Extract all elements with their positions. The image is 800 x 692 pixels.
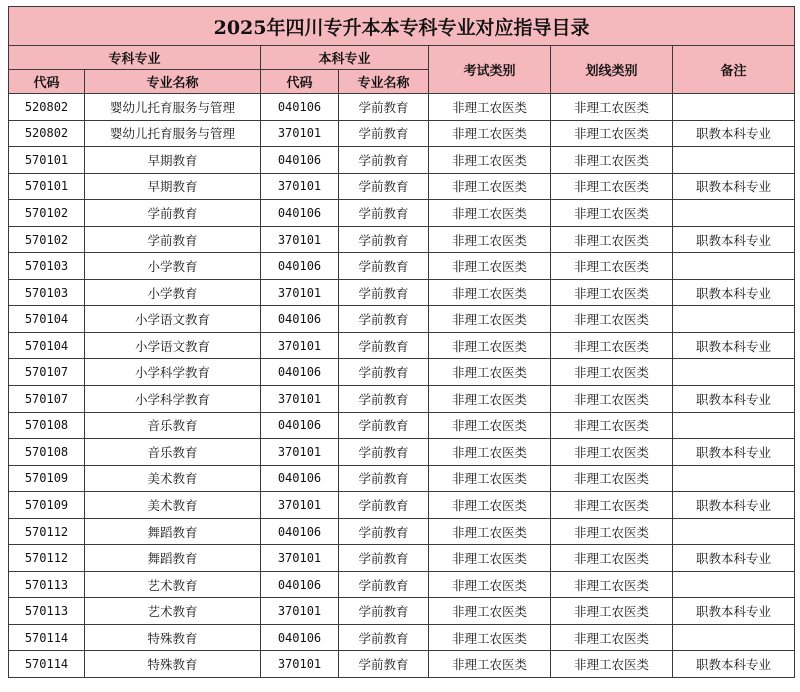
- line-type-cell: 非理工农医类: [551, 651, 673, 678]
- remark-cell: 职教本科专业: [673, 120, 795, 147]
- table-row: [9, 651, 795, 678]
- table-row: [9, 332, 795, 359]
- remark-cell: [673, 200, 795, 227]
- bk-code-cell: 370101: [261, 173, 339, 200]
- line-type-cell: 非理工农医类: [551, 226, 673, 253]
- zk-group-header: 专科专业: [9, 46, 261, 70]
- table-row: [9, 120, 795, 147]
- remark-cell: [673, 518, 795, 545]
- bk-name-cell: 学前教育: [339, 412, 429, 439]
- bk-name-cell: 学前教育: [339, 279, 429, 306]
- bk-code-cell: 370101: [261, 386, 339, 413]
- bk-name-cell: 学前教育: [339, 200, 429, 227]
- zk-name-cell: 早期教育: [85, 173, 261, 200]
- zk-name-cell: 小学教育: [85, 253, 261, 280]
- table-row: [9, 386, 795, 413]
- remark-cell: 职教本科专业: [673, 545, 795, 572]
- exam-type-cell: 非理工农医类: [429, 492, 551, 519]
- exam-type-cell: 非理工农医类: [429, 279, 551, 306]
- bk-code-cell: 040106: [261, 465, 339, 492]
- bk-name-cell: 学前教育: [339, 492, 429, 519]
- line-type-cell: 非理工农医类: [551, 598, 673, 625]
- bk-code-cell: 040106: [261, 253, 339, 280]
- bk-code-cell: 040106: [261, 147, 339, 174]
- line-type-cell: 非理工农医类: [551, 571, 673, 598]
- table-row: [9, 492, 795, 519]
- zk-code-cell: 520802: [9, 94, 85, 121]
- zk-code-cell: 570109: [9, 465, 85, 492]
- catalog-document: [8, 6, 794, 678]
- exam-type-cell: 非理工农医类: [429, 439, 551, 466]
- bk-code-cell: 370101: [261, 120, 339, 147]
- zk-code-cell: 570114: [9, 651, 85, 678]
- bk-name-cell: 学前教育: [339, 94, 429, 121]
- remark-cell: [673, 306, 795, 333]
- zk-name-cell: 音乐教育: [85, 439, 261, 466]
- zk-code-cell: 570108: [9, 412, 85, 439]
- table-row: [9, 624, 795, 651]
- bk-group-header: 本科专业: [261, 46, 429, 70]
- bk-code-cell: 370101: [261, 279, 339, 306]
- zk-name-cell: 艺术教育: [85, 598, 261, 625]
- bk-name-cell: 学前教育: [339, 306, 429, 333]
- remark-cell: 职教本科专业: [673, 332, 795, 359]
- bk-name-cell: 学前教育: [339, 386, 429, 413]
- table-row: [9, 465, 795, 492]
- remark-cell: [673, 147, 795, 174]
- zk-code-cell: 570102: [9, 200, 85, 227]
- line-type-cell: 非理工农医类: [551, 332, 673, 359]
- table-row: [9, 598, 795, 625]
- zk-name-cell: 学前教育: [85, 226, 261, 253]
- bk-code-cell: 370101: [261, 598, 339, 625]
- zk-code-cell: 570108: [9, 439, 85, 466]
- exam-type-cell: 非理工农医类: [429, 624, 551, 651]
- zk-name-cell: 小学语文教育: [85, 332, 261, 359]
- remark-cell: [673, 624, 795, 651]
- remark-cell: 职教本科专业: [673, 173, 795, 200]
- remark-cell: [673, 253, 795, 280]
- table-header: [9, 7, 795, 94]
- line-type-cell: 非理工农医类: [551, 465, 673, 492]
- zk-name-cell: 特殊教育: [85, 651, 261, 678]
- table-row: [9, 94, 795, 121]
- bk-name-cell: 学前教育: [339, 173, 429, 200]
- zk-name-cell: 舞蹈教育: [85, 545, 261, 572]
- line-type-cell: 非理工农医类: [551, 359, 673, 386]
- remark-cell: 职教本科专业: [673, 651, 795, 678]
- table-row: [9, 545, 795, 572]
- zk-code-cell: 570107: [9, 386, 85, 413]
- zk-code-cell: 570104: [9, 306, 85, 333]
- bk-code-cell: 040106: [261, 94, 339, 121]
- zk-code-cell: 570113: [9, 598, 85, 625]
- zk-name-cell: 艺术教育: [85, 571, 261, 598]
- table-row: [9, 439, 795, 466]
- line-type-cell: 非理工农医类: [551, 120, 673, 147]
- exam-type-cell: 非理工农医类: [429, 518, 551, 545]
- remark-cell: 职教本科专业: [673, 279, 795, 306]
- zk-name-cell: 小学语文教育: [85, 306, 261, 333]
- bk-code-cell: 040106: [261, 571, 339, 598]
- exam-type-cell: 非理工农医类: [429, 332, 551, 359]
- bk-name-cell: 学前教育: [339, 253, 429, 280]
- bk-code-cell: 040106: [261, 306, 339, 333]
- exam-type-cell: 非理工农医类: [429, 94, 551, 121]
- exam-type-cell: 非理工农医类: [429, 173, 551, 200]
- zk-code-cell: 570113: [9, 571, 85, 598]
- zk-name-cell: 音乐教育: [85, 412, 261, 439]
- zk-name-cell: 学前教育: [85, 200, 261, 227]
- bk-name-cell: 学前教育: [339, 120, 429, 147]
- line-type-cell: 非理工农医类: [551, 439, 673, 466]
- line-type-cell: 非理工农医类: [551, 147, 673, 174]
- zk-name-cell: 婴幼儿托育服务与管理: [85, 94, 261, 121]
- zk-name-cell: 特殊教育: [85, 624, 261, 651]
- bk-name-cell: 学前教育: [339, 359, 429, 386]
- exam-type-cell: 非理工农医类: [429, 412, 551, 439]
- remark-cell: 职教本科专业: [673, 598, 795, 625]
- zk-name-cell: 小学教育: [85, 279, 261, 306]
- table-row: [9, 279, 795, 306]
- zk-name-cell: 舞蹈教育: [85, 518, 261, 545]
- zk-code-cell: 570112: [9, 545, 85, 572]
- zk-name-cell: 早期教育: [85, 147, 261, 174]
- bk-code-cell: 370101: [261, 226, 339, 253]
- line-type-cell: 非理工农医类: [551, 173, 673, 200]
- exam-type-cell: 非理工农医类: [429, 545, 551, 572]
- bk-code-cell: 370101: [261, 492, 339, 519]
- line-type-header: 划线类别: [551, 46, 673, 94]
- line-type-cell: 非理工农医类: [551, 200, 673, 227]
- zk-name-cell: 美术教育: [85, 492, 261, 519]
- bk-name-cell: 学前教育: [339, 518, 429, 545]
- zk-code-cell: 570103: [9, 279, 85, 306]
- remark-cell: 职教本科专业: [673, 226, 795, 253]
- zk-code-header: 代码: [9, 70, 85, 94]
- zk-name-cell: 婴幼儿托育服务与管理: [85, 120, 261, 147]
- bk-code-cell: 370101: [261, 439, 339, 466]
- line-type-cell: 非理工农医类: [551, 545, 673, 572]
- bk-name-cell: 学前教育: [339, 624, 429, 651]
- exam-type-cell: 非理工农医类: [429, 359, 551, 386]
- remark-cell: [673, 359, 795, 386]
- zk-code-cell: 570104: [9, 332, 85, 359]
- bk-code-cell: 040106: [261, 624, 339, 651]
- bk-code-cell: 040106: [261, 518, 339, 545]
- bk-name-cell: 学前教育: [339, 545, 429, 572]
- bk-code-cell: 370101: [261, 651, 339, 678]
- remark-cell: [673, 94, 795, 121]
- table-row: [9, 147, 795, 174]
- exam-type-cell: 非理工农医类: [429, 200, 551, 227]
- line-type-cell: 非理工农医类: [551, 624, 673, 651]
- zk-name-cell: 小学科学教育: [85, 359, 261, 386]
- remark-cell: 职教本科专业: [673, 386, 795, 413]
- remark-cell: [673, 571, 795, 598]
- table-body: [9, 94, 795, 678]
- bk-name-header: 专业名称: [339, 70, 429, 94]
- exam-type-cell: 非理工农医类: [429, 147, 551, 174]
- exam-type-cell: 非理工农医类: [429, 571, 551, 598]
- exam-type-header: 考试类别: [429, 46, 551, 94]
- line-type-cell: 非理工农医类: [551, 386, 673, 413]
- line-type-cell: 非理工农医类: [551, 492, 673, 519]
- bk-code-header: 代码: [261, 70, 339, 94]
- table-row: [9, 359, 795, 386]
- exam-type-cell: 非理工农医类: [429, 465, 551, 492]
- zk-name-cell: 美术教育: [85, 465, 261, 492]
- table-row: [9, 226, 795, 253]
- line-type-cell: 非理工农医类: [551, 412, 673, 439]
- line-type-cell: 非理工农医类: [551, 279, 673, 306]
- line-type-cell: 非理工农医类: [551, 253, 673, 280]
- bk-code-cell: 370101: [261, 332, 339, 359]
- bk-name-cell: 学前教育: [339, 571, 429, 598]
- remark-cell: 职教本科专业: [673, 439, 795, 466]
- table-row: [9, 306, 795, 333]
- bk-name-cell: 学前教育: [339, 439, 429, 466]
- zk-code-cell: 570114: [9, 624, 85, 651]
- bk-name-cell: 学前教育: [339, 465, 429, 492]
- bk-name-cell: 学前教育: [339, 332, 429, 359]
- bk-code-cell: 040106: [261, 200, 339, 227]
- zk-name-header: 专业名称: [85, 70, 261, 94]
- table-row: [9, 200, 795, 227]
- exam-type-cell: 非理工农医类: [429, 306, 551, 333]
- bk-name-cell: 学前教育: [339, 598, 429, 625]
- exam-type-cell: 非理工农医类: [429, 598, 551, 625]
- bk-code-cell: 040106: [261, 359, 339, 386]
- bk-name-cell: 学前教育: [339, 147, 429, 174]
- exam-type-cell: 非理工农医类: [429, 253, 551, 280]
- exam-type-cell: 非理工农医类: [429, 226, 551, 253]
- line-type-cell: 非理工农医类: [551, 94, 673, 121]
- exam-type-cell: 非理工农医类: [429, 651, 551, 678]
- zk-code-cell: 570109: [9, 492, 85, 519]
- line-type-cell: 非理工农医类: [551, 306, 673, 333]
- zk-code-cell: 570107: [9, 359, 85, 386]
- bk-code-cell: 370101: [261, 545, 339, 572]
- table-row: [9, 173, 795, 200]
- line-type-cell: 非理工农医类: [551, 518, 673, 545]
- bk-code-cell: 040106: [261, 412, 339, 439]
- bk-name-cell: 学前教育: [339, 226, 429, 253]
- bk-name-cell: 学前教育: [339, 651, 429, 678]
- table-row: [9, 253, 795, 280]
- zk-code-cell: 570101: [9, 173, 85, 200]
- remark-cell: [673, 412, 795, 439]
- zk-name-cell: 小学科学教育: [85, 386, 261, 413]
- table-row: [9, 571, 795, 598]
- page-title: 2025年四川专升本本专科专业对应指导目录: [9, 7, 795, 46]
- zk-code-cell: 570101: [9, 147, 85, 174]
- remark-header: 备注: [673, 46, 795, 94]
- exam-type-cell: 非理工农医类: [429, 120, 551, 147]
- remark-cell: 职教本科专业: [673, 492, 795, 519]
- remark-cell: [673, 465, 795, 492]
- table-row: [9, 518, 795, 545]
- exam-type-cell: 非理工农医类: [429, 386, 551, 413]
- catalog-table: [8, 6, 795, 678]
- zk-code-cell: 520802: [9, 120, 85, 147]
- table-row: [9, 412, 795, 439]
- zk-code-cell: 570112: [9, 518, 85, 545]
- zk-code-cell: 570102: [9, 226, 85, 253]
- zk-code-cell: 570103: [9, 253, 85, 280]
